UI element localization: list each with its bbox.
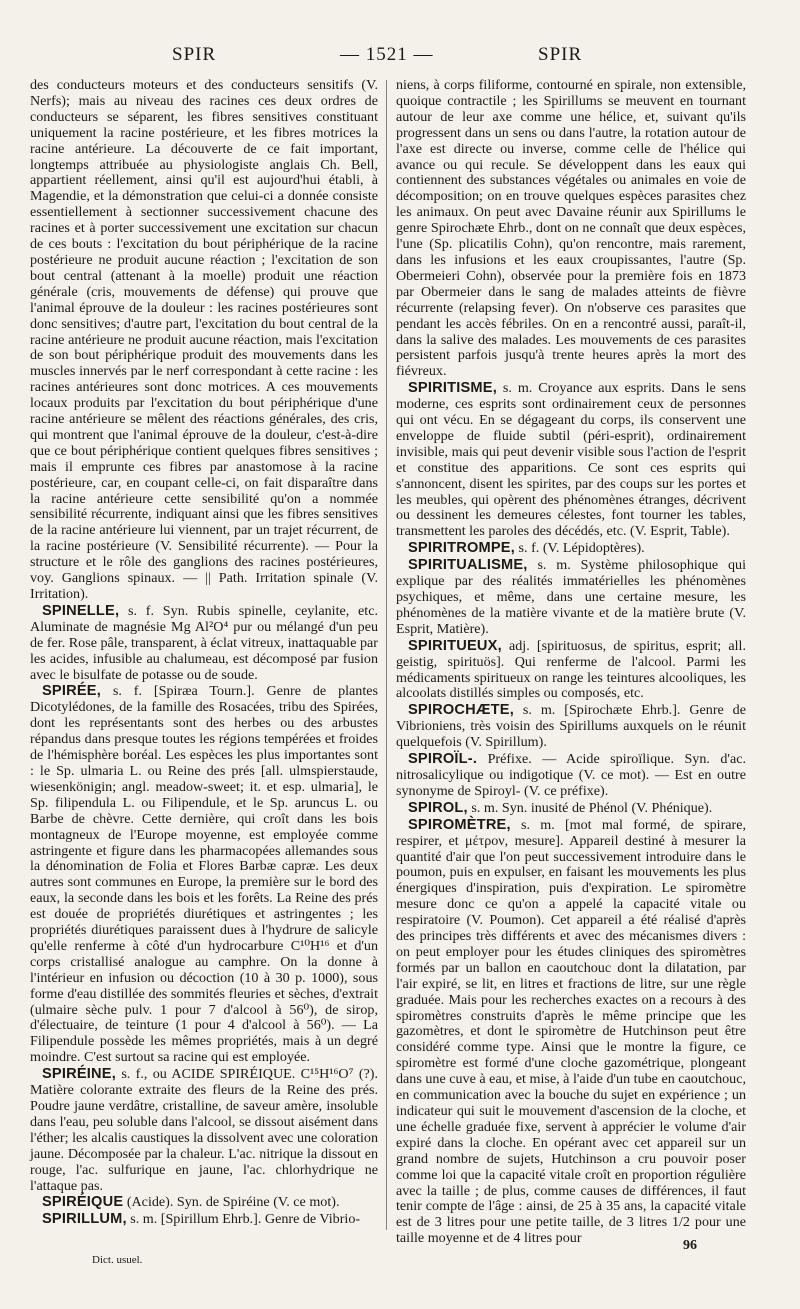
entry-headword: SPIRITUEUX, [408,637,502,654]
entry-headword: SPIRILLUM, [42,1211,127,1228]
column-divider [386,80,387,1230]
entry-text: s. f. Syn. Rubis spinelle, ceylanite, etc. Aluminate de magnésie Mg Al²O⁴ pur ou mélangé d'un peu de fer. Rose pâle, transparent, à éclat vitreux, inattaquable par les acides, infusible au chalumeau, est décomposé par fusion avec le bisulfate de potasse ou de soude. [30,602,378,683]
entry-headword: SPIROL, [408,799,468,816]
entry-headword: SPIRÉINE, [42,1066,116,1083]
signature-mark: Dict. usuel. [92,1254,143,1266]
dictionary-entry [396,639,746,703]
entry-headword: SPIRÉIQUE [42,1194,124,1211]
entry-text: s. f., ou ACIDE SPIRÉIQUE. C¹⁵H¹⁶O⁷ (?). Matière colorante extraite des fleurs de la Reine des prés. Poudre jaune verdâtre, cristalline, de saveur amère, insoluble dans l'eau, peu soluble dans l'alcool, se dissout aisément dans l'éther; les alcalis caustiques la dissolvent avec une coloration jaune. Décomposée par la chaleur. L'ac. nitrique la dissout en rouge, l'ac. sulfurique en jaune, l'ac. chlorhydrique ne l'attaque pas. [30,1066,378,1194]
dictionary-entry [396,703,746,751]
dictionary-entry [396,558,746,638]
entry-text: s. m. Croyance aux esprits. Dans le sens moderne, ces esprits sont ordinairement ceux de personnes qui ont vécu. En se dégageant du corps, ils conservent une enveloppe de fluide subtil (péri-esprit), ordinairement invisible, mais qui peut devenir visible sous l'action de l'esprit et constitue des apparitions. Ce sont ces esprits qui s'annoncent, disent les spirites, par des coups sur les portes et les meubles, qui opèrent des phénomènes étranges, décrivent ou dessinent les demeures célestes, font tourner les tables, transmettent les paroles des décédés, etc. (V. Esprit, Table). [396,380,746,540]
entry-text: s. f. (V. Lépidoptères). [518,540,645,557]
left-column [30,78,378,1229]
entry-text: (Acide). Syn. de Spiréine (V. ce mot). [126,1194,340,1211]
entry-headword: SPIRITISME, [408,380,497,397]
dictionary-entry [30,1212,378,1228]
entry-text: s. m. Système philosophique qui explique par des réalités immatérielles les phénomènes psychiques, et même, dans une certaine mesure, les phénomènes de la matière vivante et de la matière brute (V. Esprit, Matière). [396,557,747,637]
entry-text: des conducteurs moteurs et des conducteurs sensitifs (V. Nerfs); mais au niveau des racines ces deux ordres de conducteurs se séparent, les fibres sensitives constituant uniquement la racine postérieure, et les fibres motrices la racine antérieure. La découverte de ce fait important, longtemps attribuée au physiologiste anglais Ch. Bell, appartient réellement, ainsi qu'il est aujourd'hui établi, à Magendie, et la démonstration que celui-ci a donnée consiste essentiellement à sectionner successivement chacune des racines et à porter successivement une excitation sur chacun de ces bouts : l'excitation du bout périphérique de la racine postérieure ne produit aucune réaction ; l'excitation de son bout central (attenant à la moelle) produit une réaction générale (cris, mouvements de défense) qui prouve que l'animal éprouve de la douleur : les racines postérieures sont donc sensitives; d'autre part, l'excitation du bout central de la racine antérieure ne produit aucune réaction, mais l'excitation de son bout périphérique produit des mouvements dans les muscles innervés par le nerf correspondant à cette racine : les racines antérieures sont donc motrices. A ces mouvements locaux produits par l'excitation du bout périphérique d'une racine antérieure se mêlent des réactions générales, des cris, qui montrent que l'animal éprouve de la douleur, c'est-à-dire que ce bout périphérique contient quelques fibres sensitives ; mais il emprunte ces fibres par anastomose à la racine postérieure, car, en coupant celle-ci, on fait disparaître dans la racine antérieure cette sensibilité qu'on a nommée sensibilité récurrente, indiquant ainsi que les fibres sensitives de la racine antérieure lui viennent, par un trajet récurrent, de la racine postérieure (V. Sensibilité récurrente). — Pour la structure et le rôle des ganglions des racines postérieures, voy. Ganglions spinaux. — || Path. Irritation spinale (V. Irritation). [30,77,378,602]
entry-headword: SPIRITROMPE, [408,540,516,557]
header-right-word: SPIR [538,44,583,65]
entry-headword: SPIROCHÆTE, [408,702,514,719]
entry-headword: SPIRÉE, [42,683,101,700]
dictionary-entry [30,684,378,1066]
entry-headword: SPIROÏL-. [408,751,478,768]
entry-text: adj. [spirituosus, de spiritus, esprit; all. geistig, spirituös]. Qui renferme de l'alcool. Parmi les médicaments spiritueux on range les teintures alcooliques, les alcoolats distillés simples ou composés, etc. [396,637,746,702]
entry-text: niens, à corps filiforme, contourné en spirale, non extensible, quoique contractile ; les Spirillums se meuvent en tournant autour de leur axe comme une hélice, et, suivant qu'ils progressent dans un sens ou dans l'autre, la rotation autour de l'axe est directe ou inverse, comme celle de l'hélice qui avance ou qui recule. Se développent dans les eaux qui contiennent des substances végétales ou animales en voie de décomposition; on en trouve quelques espèces parasites chez les animaux. On peut avec Davaine réunir aux Spirillums le genre Spirochæte Ehrb., dont on ne connaît que deux espèces, l'une (Sp. plicatilis Cohn), qu'on rencontre, mais rarement, dans les infusions et les eaux croupissantes, l'autre (Sp. Obermeieri Cohn), observée pour la première fois en 1873 par Obermeier dans le sang de malades atteints de fièvre récurrente (relapsing fever). On n'observe ces parasites que pendant les accès fébriles. On en a rencontré aussi, paraît-il, dans la salive des malades. Les mouvements de ces parasites persistent parfois jusqu'à trente heures après la mort des fiévreux. [396,77,746,380]
dictionary-entry [30,1067,378,1194]
dictionary-entry [396,752,746,800]
running-header [0,44,800,74]
signature-folio: 96 [683,1238,697,1253]
dictionary-entry [30,604,378,684]
entry-text: s. m. [Spirochæte Ehrb.]. Genre de Vibrioniens, très voisin des Spirillums auxquels on le réunit quelquefois (V. Spirillum). [396,702,746,751]
dictionary-entry [396,801,746,817]
entry-text: Préfixe. — Acide spiroïlique. Syn. d'ac. nitrosalicylique ou indigotique (V. ce mot). — Est en outre synonyme de Spiroyl- (V. ce préfixe). [396,751,746,799]
entry-headword: SPIROMÈTRE, [408,816,511,833]
entry-text: s. m. [Spirillum Ehrb.]. Genre de Vibrio- [130,1211,361,1228]
dictionary-entry [396,818,746,1247]
dictionary-entry [396,541,746,557]
entry-headword: SPINELLE, [42,602,120,619]
dictionary-entry [396,381,746,540]
page-footer [0,1238,800,1278]
dictionary-entry [30,78,378,603]
page-number: — 1521 — [340,44,434,65]
right-column [396,78,746,1248]
entry-text: s. f. [Spiræa Tourn.]. Genre de plantes Dicotylédones, de la famille des Rosacées, tribu des Spirées, dont les représentants sont des herbes ou des arbustes répandus dans presque toutes les régions tempérées et froides de l'hémisphère boréal. Les espèces les plus importantes sont : le Sp. ulmaria L. ou Reine des prés [all. ulmspierstaude, wiesenkönigin; angl. meadow-sweet; it. et esp. ulmaria], le Sp. filipendula L. ou Filipendule, et le Sp. aruncus L. ou Barbe de chèvre. Cette dernière, qui croît dans les bois montagneux de l'Europe moyenne, est employée comme astringente et figure dans les pharmacopées allemandes sous la dénomination de Folia et Flores Barbæ capræ. Les deux autres sont communes en Europe, la première sur le bord des eaux, la seconde dans les bois et les forêts. La Reine des prés est douée de propriétés diurétiques et astringentes ; les propriétés diurétiques paraissent dues à l'hydrure de salicyle qu'elle renferme à côté d'un hydrocarbure C¹⁰H¹⁶ et d'un corps cristallisé analogue au camphre. On la donne à l'intérieur en infusion ou décoction (10 à 30 p. 1000), sous forme d'eau distillée des sommités fleuries et sèches, d'extrait (ulmaire sèche pulv. 1 pour 7 d'alcool à 56⁰), de sirop, d'électuaire, de teinture (1 pour 4 d'alcool à 56⁰). — La Filipendule possède les mêmes propriétés, mais à un degré moindre. C'est surtout sa racine qui est employée. [30,683,378,1066]
entry-headword: SPIRITUALISME, [408,557,528,574]
dictionary-entry [396,78,746,380]
dictionary-entry [30,1195,378,1211]
entry-text: s. m. [mot mal formé, de spirare, respirer, et μέτρον, mesure]. Appareil destiné à mesurer la quantité d'air que l'on peut successivement introduire dans le poumon, puis en expulser, en faisant les mouvements les plus énergiques d'inspiration, puis d'expiration. Le spiromètre mesure donc ce qu'on a appelé la capacité vitale ou respiratoire (V. Poumon). Cet appareil a été réalisé d'après des principes très différents et avec des mécanismes divers : on peut employer pour les études cliniques des spiromètres formés par un ballon en caoutchouc dont la dilatation, par l'air expiré, se lit, en litres et fractions de litre, sur une règle graduée. Mais pour les recherches exactes on a recours à des spiromètres construits d'après le même principe que les gazomètres, et dont le spiromètre de Hutchinson peut être considéré comme type. Ainsi que le montre la figure, ce spiromètre est formé d'une cloche gazométrique, plongeant dans une cuve à eau, et mise, à l'aide d'un tube en caoutchouc, en communication avec la bouche du sujet en expérience ; un indicateur qui suit le mouvement d'ascension de la cloche, et une échelle graduée fixe, servent à apprécier le volume d'air expiré dans la cloche. En opérant avec cet appareil sur un grand nombre de sujets, Hutchinson a cru pouvoir poser comme loi que la capacité vitale croît en proportion régulière avec la taille ; de plus, comme causes de différences, il faut tenir compte de l'âge : ainsi, de 25 à 35 ans, la capacité vitale est de 3 litres pour une petite taille, de 3 litres 1/2 pour une taille moyenne et de 4 litres pour [396,816,747,1247]
entry-text: s. m. Syn. inusité de Phénol (V. Phénique). [471,799,713,816]
header-left-word: SPIR [172,44,217,65]
